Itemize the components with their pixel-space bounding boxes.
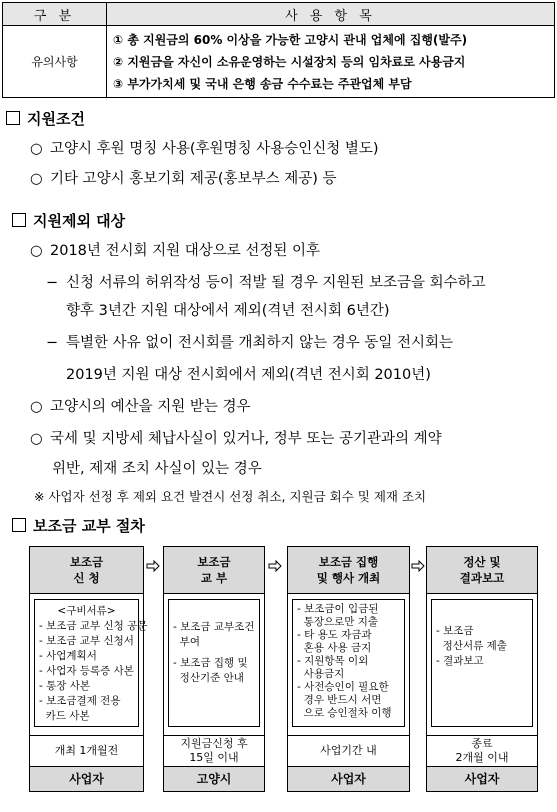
list-item bbox=[30, 167, 336, 188]
section-heading-exclusions bbox=[12, 210, 125, 231]
step-detail-line: - 보조금이 입금된 bbox=[297, 603, 379, 615]
section-title: 지원조건 bbox=[27, 110, 85, 128]
list-item-text: 고양시의 예산을 지원 받는 경우 bbox=[50, 399, 251, 415]
step-detail-line: - 결과보고 bbox=[436, 655, 484, 667]
circle-bullet-icon: ○ bbox=[30, 431, 43, 447]
sub-item bbox=[46, 271, 486, 292]
circle-bullet-icon: ○ bbox=[30, 399, 43, 415]
circle-bullet-icon: ○ bbox=[30, 171, 43, 187]
step-detail-line: 정산서류 제출 bbox=[436, 640, 507, 652]
square-bullet-icon bbox=[6, 111, 20, 125]
step-detail-line: - 보조금 교부 신청 공문 bbox=[39, 620, 148, 632]
step-details bbox=[34, 599, 148, 727]
section-heading-support-conditions bbox=[6, 108, 85, 129]
sub-item-continuation: 2019년 지원 대상 전시회에서 제외(격년 전시회 2010년) bbox=[66, 367, 431, 383]
step-period bbox=[30, 735, 143, 766]
step-header-line: 신 청 bbox=[73, 571, 100, 585]
table-header-items: 사 용 항 목 bbox=[107, 3, 555, 26]
circle-bullet-icon: ○ bbox=[30, 141, 43, 157]
sub-item-text: 특별한 사유 없이 전시회를 개최하지 않는 경우 동일 전시회는 bbox=[66, 335, 454, 351]
step-actor: 사업자 bbox=[30, 766, 143, 791]
arrow-right-icon bbox=[411, 560, 425, 572]
step-period bbox=[288, 735, 409, 766]
step-detail-line: - 보조금 bbox=[436, 625, 474, 637]
step-detail-line: 사용금지 bbox=[297, 668, 345, 680]
square-bullet-icon bbox=[12, 213, 26, 227]
step-header-line: 보조금 bbox=[69, 555, 104, 569]
step-header bbox=[164, 547, 264, 594]
list-item bbox=[30, 239, 320, 260]
sub-item bbox=[46, 331, 453, 352]
list-item-text: 2018년 전시회 지원 대상으로 선정된 이후 bbox=[50, 243, 321, 259]
step-detail-line: - 사업계획서 bbox=[39, 650, 97, 662]
step-period bbox=[427, 735, 537, 766]
step-header-line: 교 부 bbox=[200, 571, 228, 585]
cautions-cell bbox=[107, 26, 555, 98]
notes-table bbox=[2, 2, 555, 98]
list-item-text: 국세 및 지방세 체납사실이 있거나, 정부 또는 공기관과의 계약 bbox=[50, 431, 442, 447]
step-detail-line: 경우 반드시 서면 bbox=[297, 694, 382, 706]
list-item-continuation: 위반, 제재 조치 사실이 있는 경우 bbox=[52, 461, 262, 477]
step-period-line: 개최 1개월전 bbox=[54, 744, 119, 757]
row-label-cautions: 유의사항 bbox=[3, 26, 107, 98]
step-detail-line: 부여 bbox=[173, 636, 200, 648]
step-header bbox=[427, 547, 537, 594]
caution-item: ② 지원금을 자신이 소유운영하는 시설장치 등의 임차료로 사용금지 bbox=[113, 54, 466, 69]
step-period bbox=[164, 735, 264, 766]
square-bullet-icon bbox=[12, 518, 26, 532]
step-detail-line: 카드 사본 bbox=[39, 710, 90, 722]
step-detail-line: - 보조금 교부 신청서 bbox=[39, 635, 134, 647]
caution-item: ③ 부가가치세 및 국내 은행 송금 수수료는 주관업체 부담 bbox=[113, 76, 412, 91]
arrow-right-icon bbox=[268, 560, 282, 572]
table-header-category: 구 분 bbox=[3, 3, 107, 26]
step-detail-line: <구비서류> bbox=[57, 605, 116, 617]
step-detail-line: - 보조금 교부조건 bbox=[173, 621, 255, 633]
dash-bullet-icon: − bbox=[46, 275, 59, 291]
step-detail-line: - 타 용도 자금과 bbox=[297, 629, 372, 641]
section-title: 보조금 교부 절차 bbox=[33, 517, 145, 535]
caution-item: ① 총 지원금의 60% 이상을 가능한 고양시 관내 업체에 집행(발주) bbox=[113, 32, 468, 47]
step-header-line: 보조금 집행 bbox=[318, 555, 379, 569]
step-actor: 사업자 bbox=[427, 766, 537, 791]
list-item-text: 고양시 후원 명칭 사용(후원명칭 사용승인신청 별도) bbox=[50, 141, 379, 157]
step-header-line: 보조금 bbox=[197, 555, 231, 569]
step-actor: 고양시 bbox=[164, 766, 264, 791]
step-actor: 사업자 bbox=[288, 766, 409, 791]
exclusion-note: ※ 사업자 선정 후 제외 요건 발견시 선정 취소, 지원금 회수 및 제재 조치 bbox=[34, 489, 427, 504]
section-title: 지원제외 대상 bbox=[33, 212, 126, 230]
step-header bbox=[288, 547, 409, 594]
step-period-line: 2개월 이내 bbox=[455, 751, 509, 764]
arrow-right-icon bbox=[146, 560, 160, 572]
step-detail-line: - 보조금 집행 및 bbox=[173, 657, 248, 669]
procedure-step-grant bbox=[163, 546, 265, 792]
procedure-step-application bbox=[29, 546, 148, 792]
step-detail-line: 혼용 사용 금지 bbox=[297, 642, 372, 654]
step-detail-line: - 지원항목 이외 bbox=[297, 655, 369, 667]
step-period-line: 사업기간 내 bbox=[320, 744, 377, 757]
step-detail-line: - 사업자 등록증 사본 bbox=[39, 665, 134, 677]
list-item bbox=[30, 137, 379, 158]
step-header-line: 결과보고 bbox=[459, 571, 505, 585]
procedure-step-settlement bbox=[426, 546, 538, 792]
section-heading-procedure bbox=[12, 515, 145, 536]
step-header-line: 및 행사 개최 bbox=[316, 571, 381, 585]
step-period-line: 15일 이내 bbox=[189, 751, 239, 764]
step-detail-line: - 통장 사본 bbox=[39, 680, 91, 692]
sub-item-continuation: 향후 3년간 지원 대상에서 제외(격년 전시회 6년간) bbox=[66, 303, 390, 319]
list-item-text: 기타 고양시 홍보기회 제공(홍보부스 제공) 등 bbox=[50, 171, 337, 187]
circle-bullet-icon: ○ bbox=[30, 243, 43, 259]
step-header-line: 정산 및 bbox=[463, 555, 501, 569]
step-header bbox=[30, 547, 143, 594]
step-detail-line: 정산기준 안내 bbox=[173, 672, 244, 684]
step-detail-line: - 보조금결제 전용 bbox=[39, 695, 121, 707]
step-detail-line: - 사전승인이 필요한 bbox=[297, 681, 389, 693]
step-details bbox=[292, 599, 405, 727]
list-item bbox=[30, 427, 442, 448]
list-item bbox=[30, 395, 251, 416]
step-details bbox=[431, 599, 533, 727]
step-detail-line: 통장으로만 지출 bbox=[297, 616, 379, 628]
dash-bullet-icon: − bbox=[46, 335, 59, 351]
sub-item-text: 신청 서류의 허위작성 등이 적발 될 경우 지원된 보조금을 회수하고 bbox=[66, 275, 486, 291]
step-details bbox=[168, 599, 260, 727]
step-period-line: 종료 bbox=[471, 737, 493, 750]
procedure-step-execution bbox=[287, 546, 410, 792]
step-detail-line: 으로 승인절차 이행 bbox=[297, 707, 392, 719]
step-period-line: 지원금신청 후 bbox=[180, 737, 248, 750]
